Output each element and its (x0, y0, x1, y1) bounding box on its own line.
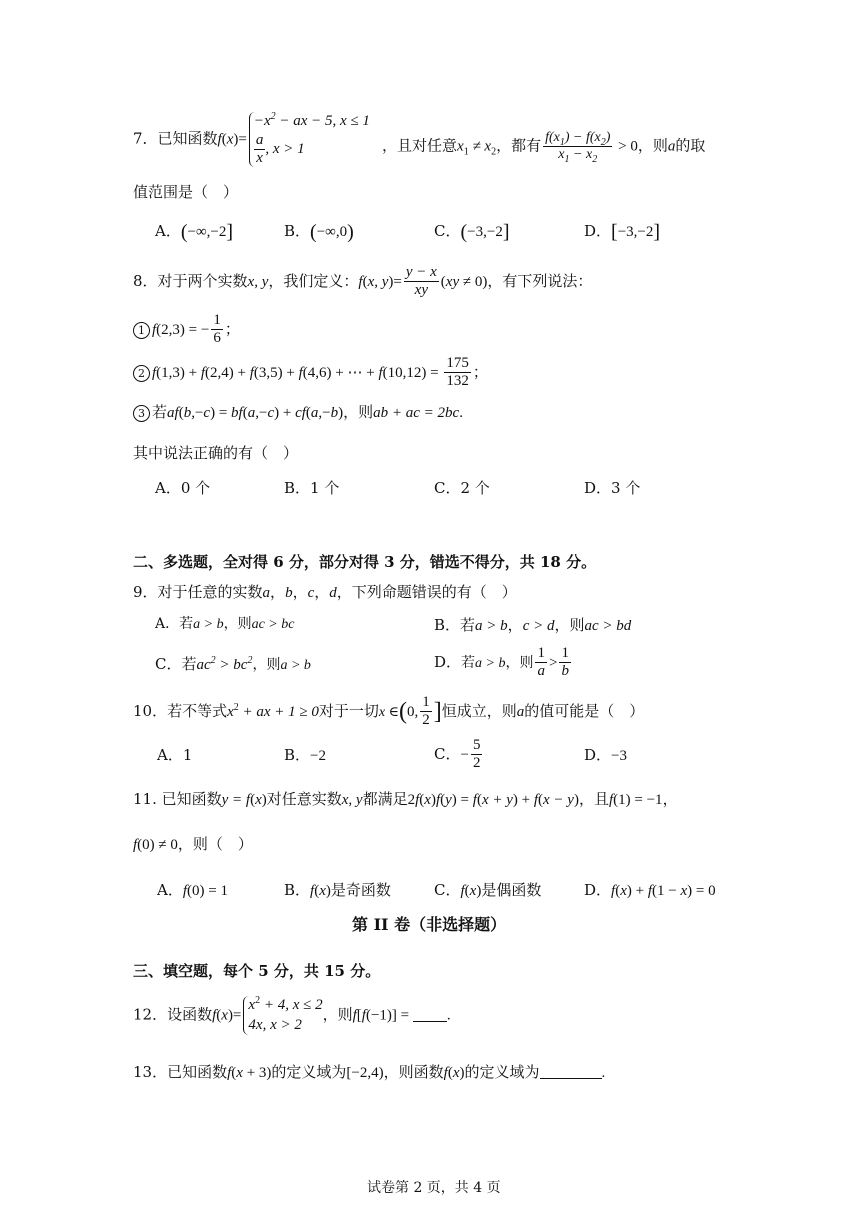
q10-option-b[interactable]: B．−2 (284, 746, 326, 764)
q7-option-b[interactable]: B．(−∞,0) (284, 221, 354, 243)
q12-answer-blank[interactable] (413, 1021, 447, 1022)
q8-definition-fraction: $\frac{y - x}{xy}$ (405, 264, 437, 299)
q8-option-b[interactable]: B．1 个 (284, 479, 340, 497)
q9-option-c[interactable]: C．若$ac^2 > bc^2$，则a > b (155, 655, 311, 673)
q8-option-d[interactable]: D．3 个 (584, 479, 641, 497)
q8-question: 其中说法正确的有（ ） (133, 444, 299, 462)
q8-option-a[interactable]: A．0 个 (155, 479, 211, 497)
q12-stem: 12．设函数f(x)= $x^2 + 4$, x ≤ 2 4x, x > 2 ，则f[f(−1)] = . (133, 996, 451, 1035)
q7-piece2: $\frac{a}{x}$ , x > 1 (255, 131, 305, 166)
q11-option-d[interactable]: D．f(x) + f(1 − x) = 0 (584, 881, 716, 899)
q7-option-a[interactable]: A．(−∞,−2] (155, 221, 234, 243)
q10-option-c[interactable]: C．− $\frac{5}{2}$ (434, 737, 481, 772)
page-footer: 试卷第 2 页，共 4 页 (367, 1180, 501, 1196)
q7-fraction: $\frac{f(x_1) - f(x_2)}{x_1 - x_2}$ (545, 130, 611, 165)
section-3-heading: 三、填空题，每个 5 分，共 15 分。 (133, 962, 381, 980)
q8-statement-2: 2 f(1,3) + f(2,4) + f(3,5) + f(4,6) + ⋯ + f(10,12) = $\frac{175}{132}$ ； (133, 355, 488, 391)
q9-option-a[interactable]: A．若a > b，则ac > bc (155, 616, 295, 632)
q7-piece1: $-x^2$ − ax − 5, x ≤ 1 (253, 111, 370, 129)
q7-option-c[interactable]: C．(−3,−2] (434, 221, 510, 243)
q8-statement-1: 1 f(2,3) = − $\frac{1}{6}$ ； (133, 312, 240, 348)
q7-number: 7．已知函数 (133, 129, 218, 148)
q11-stem-line1: 11. 已知函数y = f(x)对任意实数x, y都满足2f(x)f(y) = f(x + y) + f(x − y)，且f(1) = −1， (133, 790, 678, 808)
q11-option-a[interactable]: A．f(0) = 1 (157, 881, 228, 899)
q10-option-a[interactable]: A．1 (157, 746, 193, 764)
q8-option-c[interactable]: C．2 个 (434, 479, 490, 497)
q10-option-d[interactable]: D．−3 (584, 746, 627, 764)
section-2-heading: 二、多选题，全对得 6 分，部分对得 3 分，错选不得分，共 18 分。 (133, 553, 597, 571)
q11-option-b[interactable]: B．f(x)是奇函数 (284, 881, 391, 899)
q7-option-d[interactable]: D．[−3,−2] (584, 221, 661, 243)
q13-answer-blank[interactable] (540, 1078, 602, 1079)
part-2-title: 第 II 卷（非选择题） (352, 915, 507, 934)
q7-line1-tail: ，且对任意$x_1 \ne x_2$，都有 $\frac{f(x_1) - f(x_2)}{x_1 - x_2}$ > 0，则a的取 (382, 130, 706, 165)
q11-stem-line2: f(0) ≠ 0，则（ ） (133, 835, 253, 853)
q7-line1: 7．已知函数f(x)= $-x^2$ − ax − 5, x ≤ 1 $\frac{a}{x}$ , x > 1 (133, 111, 370, 166)
q9-option-d[interactable]: D．若a > b，则 $\frac{1}{a}$ > $\frac{1}{b}$ (434, 645, 569, 680)
q10-stem: 10．若不等式$x^2$ + ax + 1 ≥ 0对于一切x ∈(0, $\frac{1}{2}$ ]恒成立，则a的值可能是（ ） (133, 694, 645, 729)
q9-stem: 9．对于任意的实数a，b，c，d，下列命题错误的有（ ） (133, 583, 517, 601)
q8-statement-3: 3 若af(b,−c) = bf(a,−c) + cf(a,−b)，则ab + ac = 2bc. (133, 403, 463, 422)
q8-stem: 8．对于两个实数x, y，我们定义：f(x, y)= $\frac{y - x}{xy}$ (xy ≠ 0)，有下列说法： (133, 264, 593, 299)
q12-piecewise: $x^2 + 4$, x ≤ 2 4x, x > 2 (243, 996, 322, 1035)
q7-piecewise (249, 112, 370, 167)
q13-stem: 13．已知函数f(x + 3)的定义域为[−2,4)，则函数f(x)的定义域为 . (133, 1063, 606, 1081)
q9-option-b[interactable]: B．若a > b，c > d，则ac > bd (434, 616, 632, 634)
q11-option-c[interactable]: C．f(x)是偶函数 (434, 881, 542, 899)
q7-fx: f (217, 131, 222, 148)
q7-line2: 值范围是（ ） (133, 183, 239, 201)
